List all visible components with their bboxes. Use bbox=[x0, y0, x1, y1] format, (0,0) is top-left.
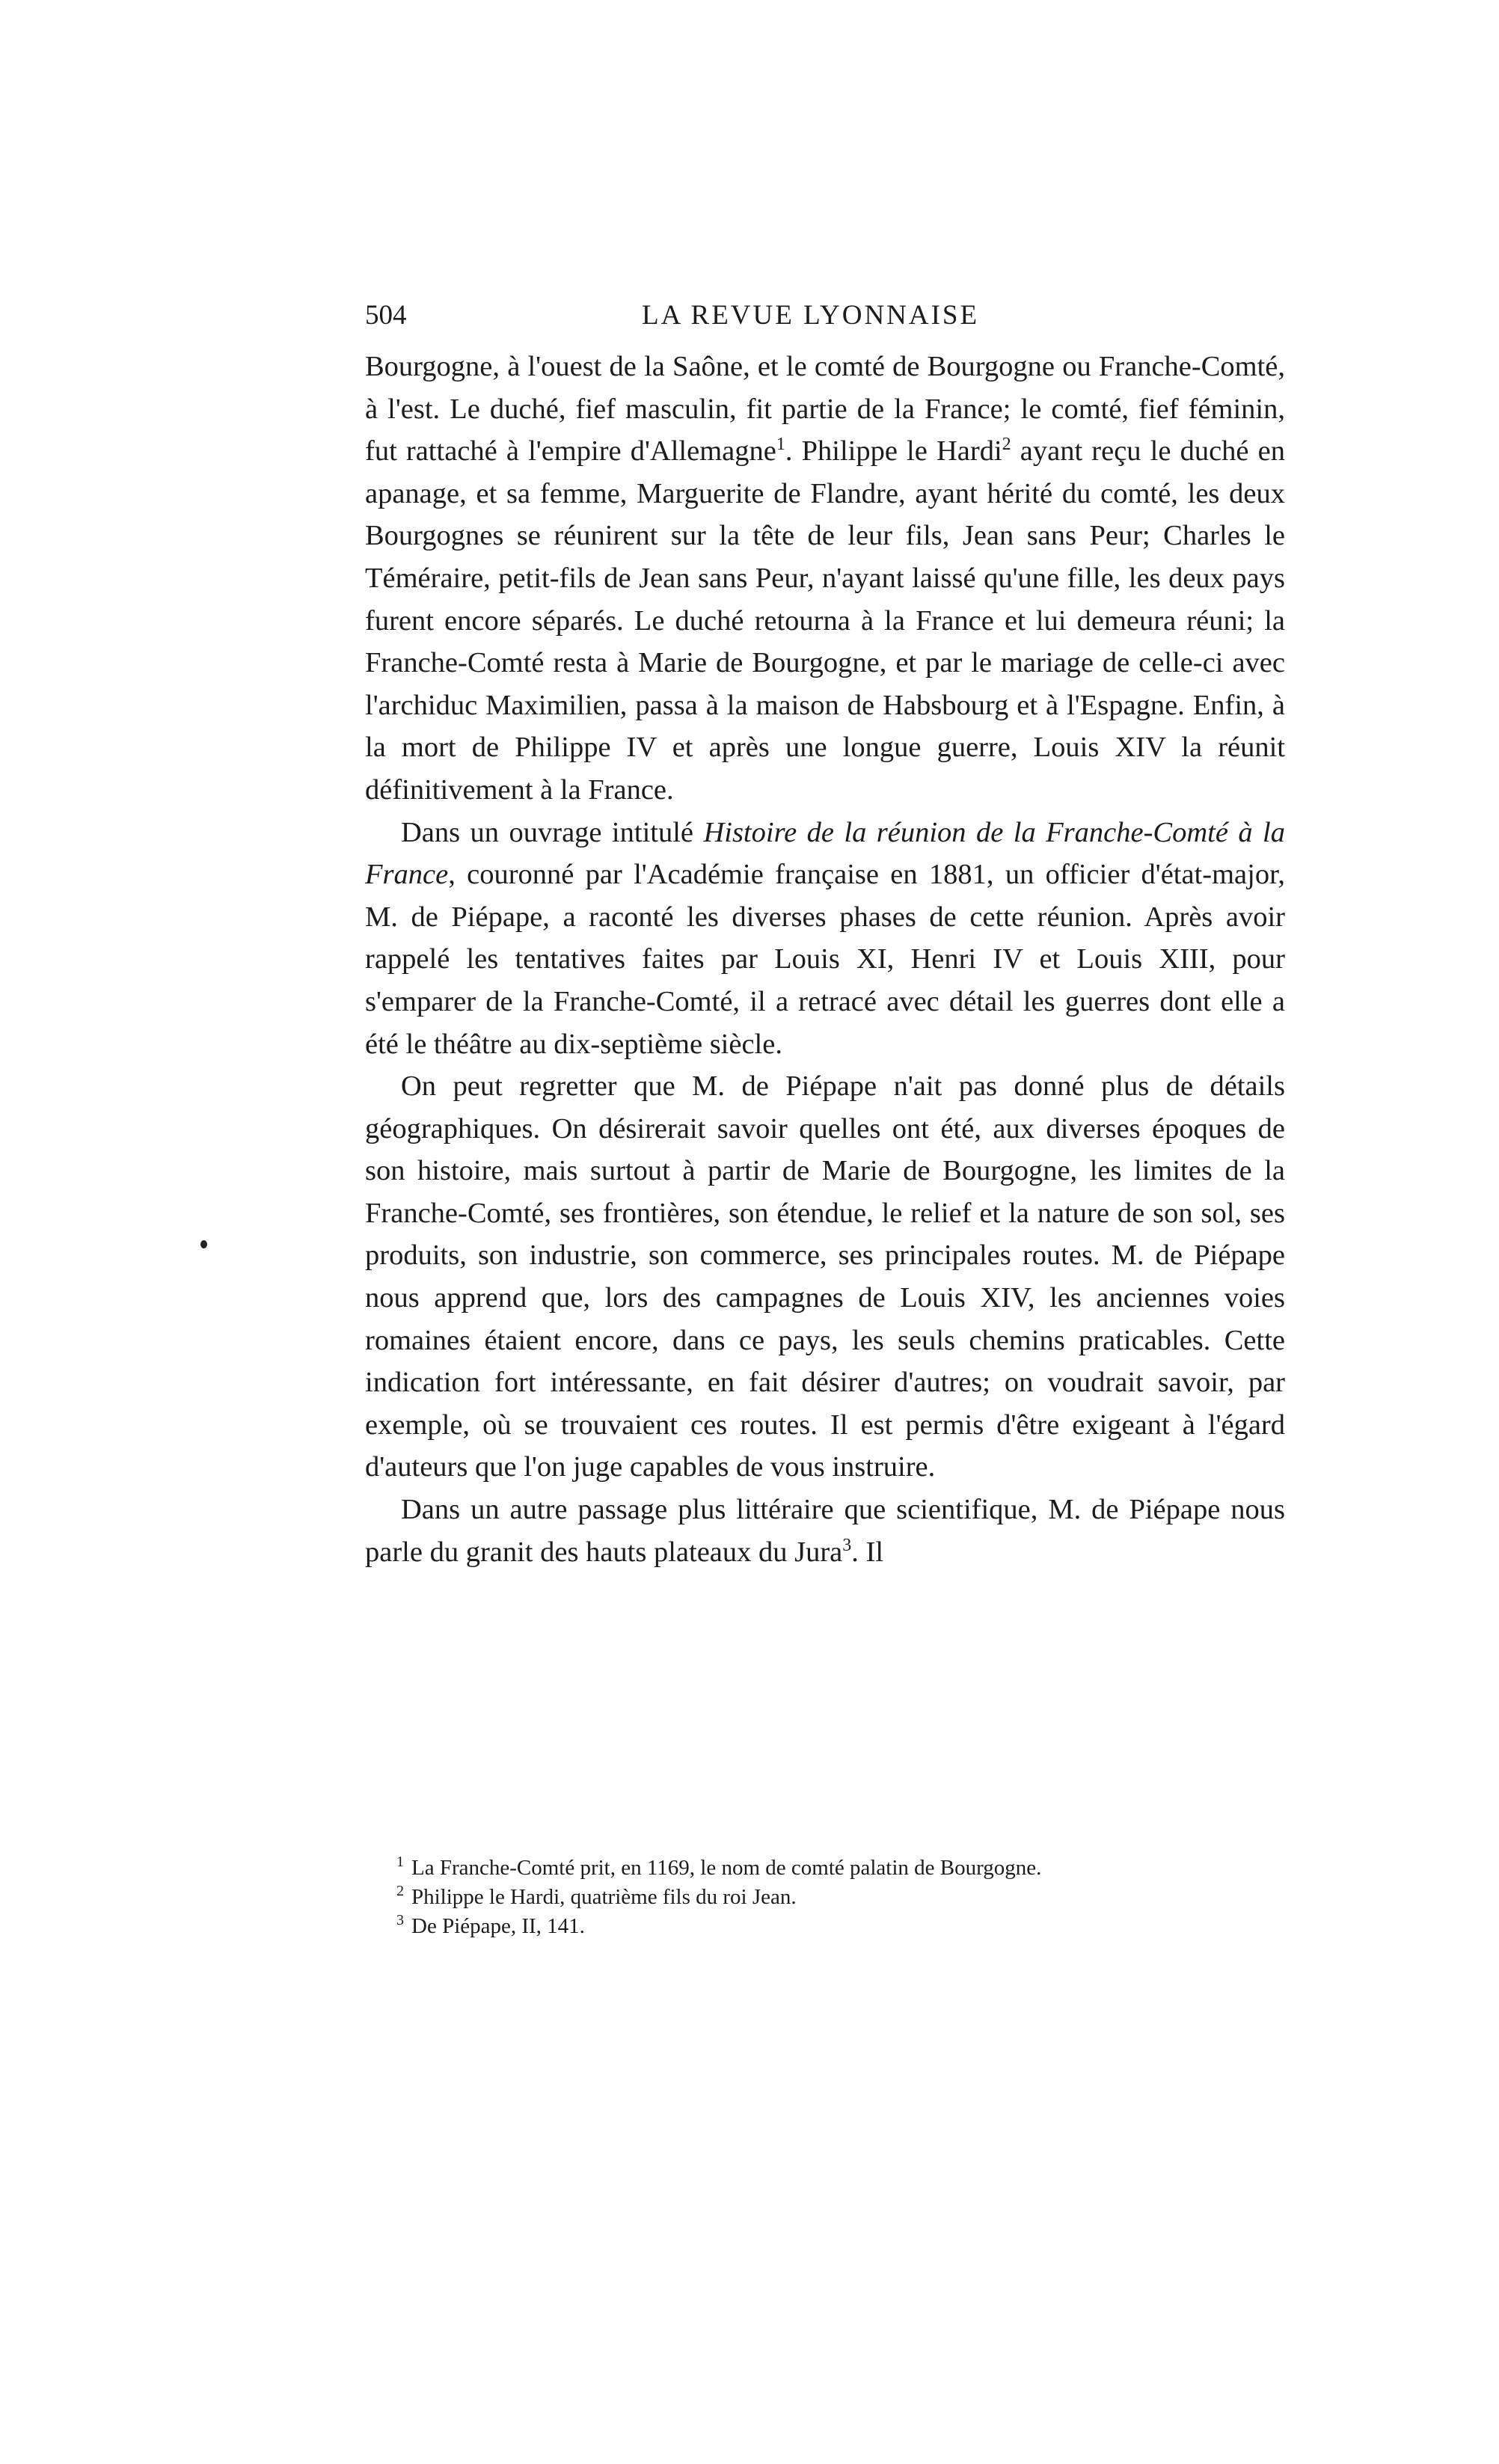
footnote-ref-2: 2 bbox=[1002, 435, 1011, 455]
paragraph-3: On peut regretter que M. de Piépape n'ait pas donné plus de détails géographiques. On désirerait savoir quelles ont été, aux diverses époques de son histoire, mais surtout à partir de Marie de Bourgogne, les limites de la Franche-Comté, ses frontières, son étendue, le relief et la nature de son sol, ses produits, son industrie, son commerce, ses principales routes. M. de Piépape nous apprend que, lors des campagnes de Louis XIV, les anciennes voies romaines étaient encore, dans ce pays, les seuls chemins praticables. Cette indication fort intéressante, en fait désirer d'autres; on voudrait savoir, par exemple, où se trouvaient ces routes. Il est permis d'être exigeant à l'égard d'auteurs que l'on juge capables de vous instruire. bbox=[365, 1070, 1285, 1483]
journal-title: LA REVUE LYONNAISE bbox=[642, 300, 980, 331]
paragraph-4: Dans un autre passage plus littéraire que scientifique, M. de Piépape nous parle du granit des hauts plateaux du Jura$^3$. Il bbox=[365, 1494, 1285, 1568]
page-number: 504 bbox=[365, 300, 407, 331]
footnote-ref-1: 1 bbox=[776, 435, 785, 455]
footnote-ref-3: 3 bbox=[842, 1535, 852, 1555]
footnote-3: $^3$ De Piépape, II, 141. bbox=[396, 1912, 585, 1938]
paragraph-2: Dans un ouvrage intitulé Histoire de la réunion de la Franche-Comté à la France, couronné par l'Académie française en 1881, un officier d'état-major, M. de Piépape, a raconté les diverses phases de cette réunion. Après avoir rappelé les tentatives faites par Louis XI, Henri IV et Louis XIII, pour s'emparer de la Franche-Comté, il a retracé avec détail les guerres dont elle a été le théâtre au dix-septième siècle. bbox=[365, 816, 1285, 1060]
footnote-1: $^1$ La Franche-Comté prit, en 1169, le nom de comté palatin de Bourgogne. bbox=[396, 1854, 1042, 1880]
book-title: Histoire de la réunion de la Franche-Comté à la France bbox=[365, 816, 1285, 891]
footnotes bbox=[365, 1854, 1285, 1941]
paragraph-1: Bourgogne, à l'ouest de la Saône, et le comté de Bourgogne ou Franche-Comté, à l'est. Le duché, fief masculin, fit partie de la France; le comté, fief féminin, fut rattaché à l'empire d'Allemagne$^1$. Philippe le Hardi$^2$ ayant reçu le duché en apanage, et sa femme, Marguerite de Flandre, ayant hérité du comté, les deux Bourgognes se réunirent sur la tête de leur fils, Jean sans Peur; Charles le Téméraire, petit-fils de Jean sans Peur, n'ayant laissé qu'une fille, les deux pays furent encore séparés. Le duché retourna à la France et lui demeura réuni; la Franche-Comté resta à Marie de Bourgogne, et par le mariage de celle-ci avec l'archiduc Maximilien, passa à la maison de Habsbourg et à l'Espagne. Enfin, à la mort de Philippe IV et après une longue guerre, Louis XIV la réunit définitivement à la France. bbox=[365, 351, 1285, 806]
ink-dot bbox=[200, 1240, 207, 1248]
running-head bbox=[365, 299, 1285, 344]
main-text bbox=[365, 346, 1285, 1573]
footnote-2: $^2$ Philippe le Hardi, quatrième fils du roi Jean. bbox=[396, 1883, 797, 1909]
